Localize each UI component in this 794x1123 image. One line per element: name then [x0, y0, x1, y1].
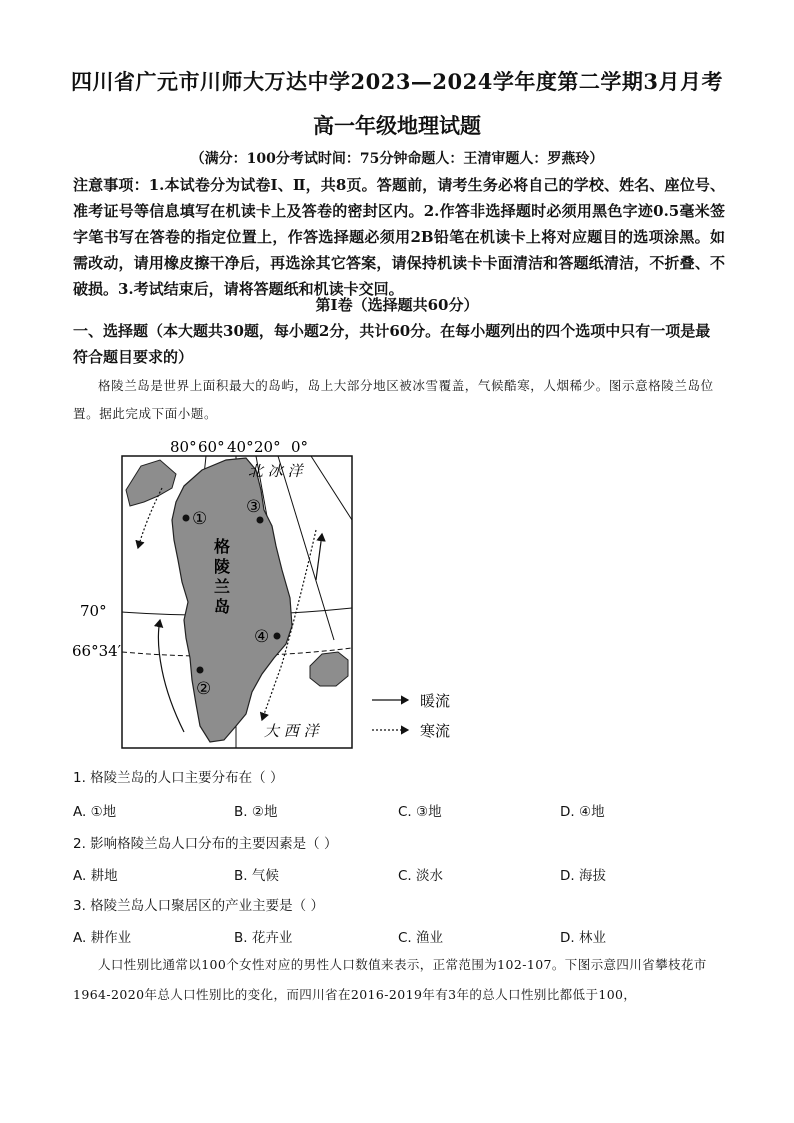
lon-label: 20° — [254, 438, 281, 456]
question-2-option-a[interactable]: A. 耕地 — [73, 868, 118, 884]
legend-warm-label: 暖流 — [420, 692, 451, 710]
point-3-label: ③ — [246, 497, 262, 517]
question-1-option-d[interactable]: D. ④地 — [560, 804, 605, 820]
atlantic-ocean-label: 大 西 洋 — [264, 722, 319, 740]
question-2-option-c[interactable]: C. 淡水 — [398, 868, 444, 884]
question-1-option-b[interactable]: B. ②地 — [234, 804, 278, 820]
point-1-dot — [183, 515, 190, 522]
question-intro-2: 人口性别比通常以100个女性对应的男性人口数值来表示，正常范围为102-107。下图示意四川省攀枝花市1964-2020年总人口性别比的变化，而四川省在2016-2019年有3年的总人口性别比都低于100， — [73, 957, 707, 1002]
warm-current-arrow — [158, 620, 184, 732]
point-4-dot — [274, 633, 281, 640]
question-3-option-a[interactable]: A. 耕作业 — [73, 930, 132, 946]
score-info: （满分：100分考试时间：75分钟命题人：王清审题人：罗燕玲） — [190, 151, 604, 167]
lon-label: 0° — [291, 438, 309, 456]
lon-label: 80° — [170, 438, 197, 456]
meridian-line — [311, 456, 352, 520]
lat-label-66: 66°34′ — [72, 642, 122, 660]
warm-current-arrow — [316, 534, 322, 580]
greenland-map — [72, 430, 486, 760]
section-title: 一、选择题（本大题共30题，每小题2分，共计60分。在每小题列出的四个选项中只有一项是最符合题目要求的） — [73, 322, 711, 366]
question-2-stem: 2. 影响格陵兰岛人口分布的主要因素是（ ） — [73, 836, 338, 852]
iceland-shape — [310, 652, 348, 686]
part-title: 第Ⅰ卷（选择题共60分） — [315, 296, 479, 314]
legend-cold-label: 寒流 — [420, 722, 451, 740]
question-3-option-d[interactable]: D. 林业 — [560, 930, 606, 946]
greenland-shape — [172, 458, 292, 742]
island-label: 岛 — [214, 597, 231, 616]
question-1-option-a[interactable]: A. ①地 — [73, 804, 117, 820]
point-2-label: ② — [196, 679, 212, 699]
point-4-label: ④ — [254, 627, 270, 647]
lat-label-70: 70° — [80, 602, 107, 620]
lon-label: 60° — [198, 438, 225, 456]
island-label: 兰 — [214, 577, 231, 596]
question-intro: 格陵兰岛是世界上面积最大的岛屿，岛上大部分地区被冰雪覆盖，气候酷寒，人烟稀少。图示意格陵兰岛位置。据此完成下面小题。 — [73, 378, 714, 421]
exam-subtitle: 高一年级地理试题 — [313, 113, 481, 138]
question-1-option-c[interactable]: C. ③地 — [398, 804, 442, 820]
question-3-option-b[interactable]: B. 花卉业 — [234, 930, 293, 946]
question-2-option-b[interactable]: B. 气候 — [234, 868, 279, 884]
ellesmere-island-shape — [126, 460, 176, 506]
arctic-ocean-label: 北 冰 洋 — [248, 462, 303, 480]
question-3-option-c[interactable]: C. 渔业 — [398, 930, 444, 946]
question-2-option-d[interactable]: D. 海拔 — [560, 868, 606, 884]
question-1-stem: 1. 格陵兰岛的人口主要分布在（ ） — [73, 770, 284, 786]
lon-label: 40° — [227, 438, 254, 456]
exam-title: 四川省广元市川师大万达中学2023—2024学年度第二学期3月月考 — [70, 69, 723, 94]
question-3-stem: 3. 格陵兰岛人口聚居区的产业主要是（ ） — [73, 898, 324, 914]
point-3-dot — [257, 517, 264, 524]
notice-text: 注意事项：1.本试卷分为试卷Ⅰ、Ⅱ，共8页。答题前，请考生务必将自己的学校、姓名、座位号、准考证号等信息填写在机读卡上及答卷的密封区内。2.作答非选择题时必须用黑色字迹0.5毫米签字笔书写在答卷的指定位置上，作答选择题必须用2B铅笔在机读卡上将对应题目的选项涂黑。如需改动，请用橡皮擦干净后，再选涂其它答案，请保持机读卡卡面清洁和答题纸清洁，不折叠、不破损。3.考试结束后，请将答题纸和机读卡交回。 — [73, 176, 725, 298]
island-label: 格 — [214, 537, 231, 556]
island-label: 陵 — [214, 557, 231, 576]
point-2-dot — [197, 667, 204, 674]
point-1-label: ① — [192, 509, 208, 529]
